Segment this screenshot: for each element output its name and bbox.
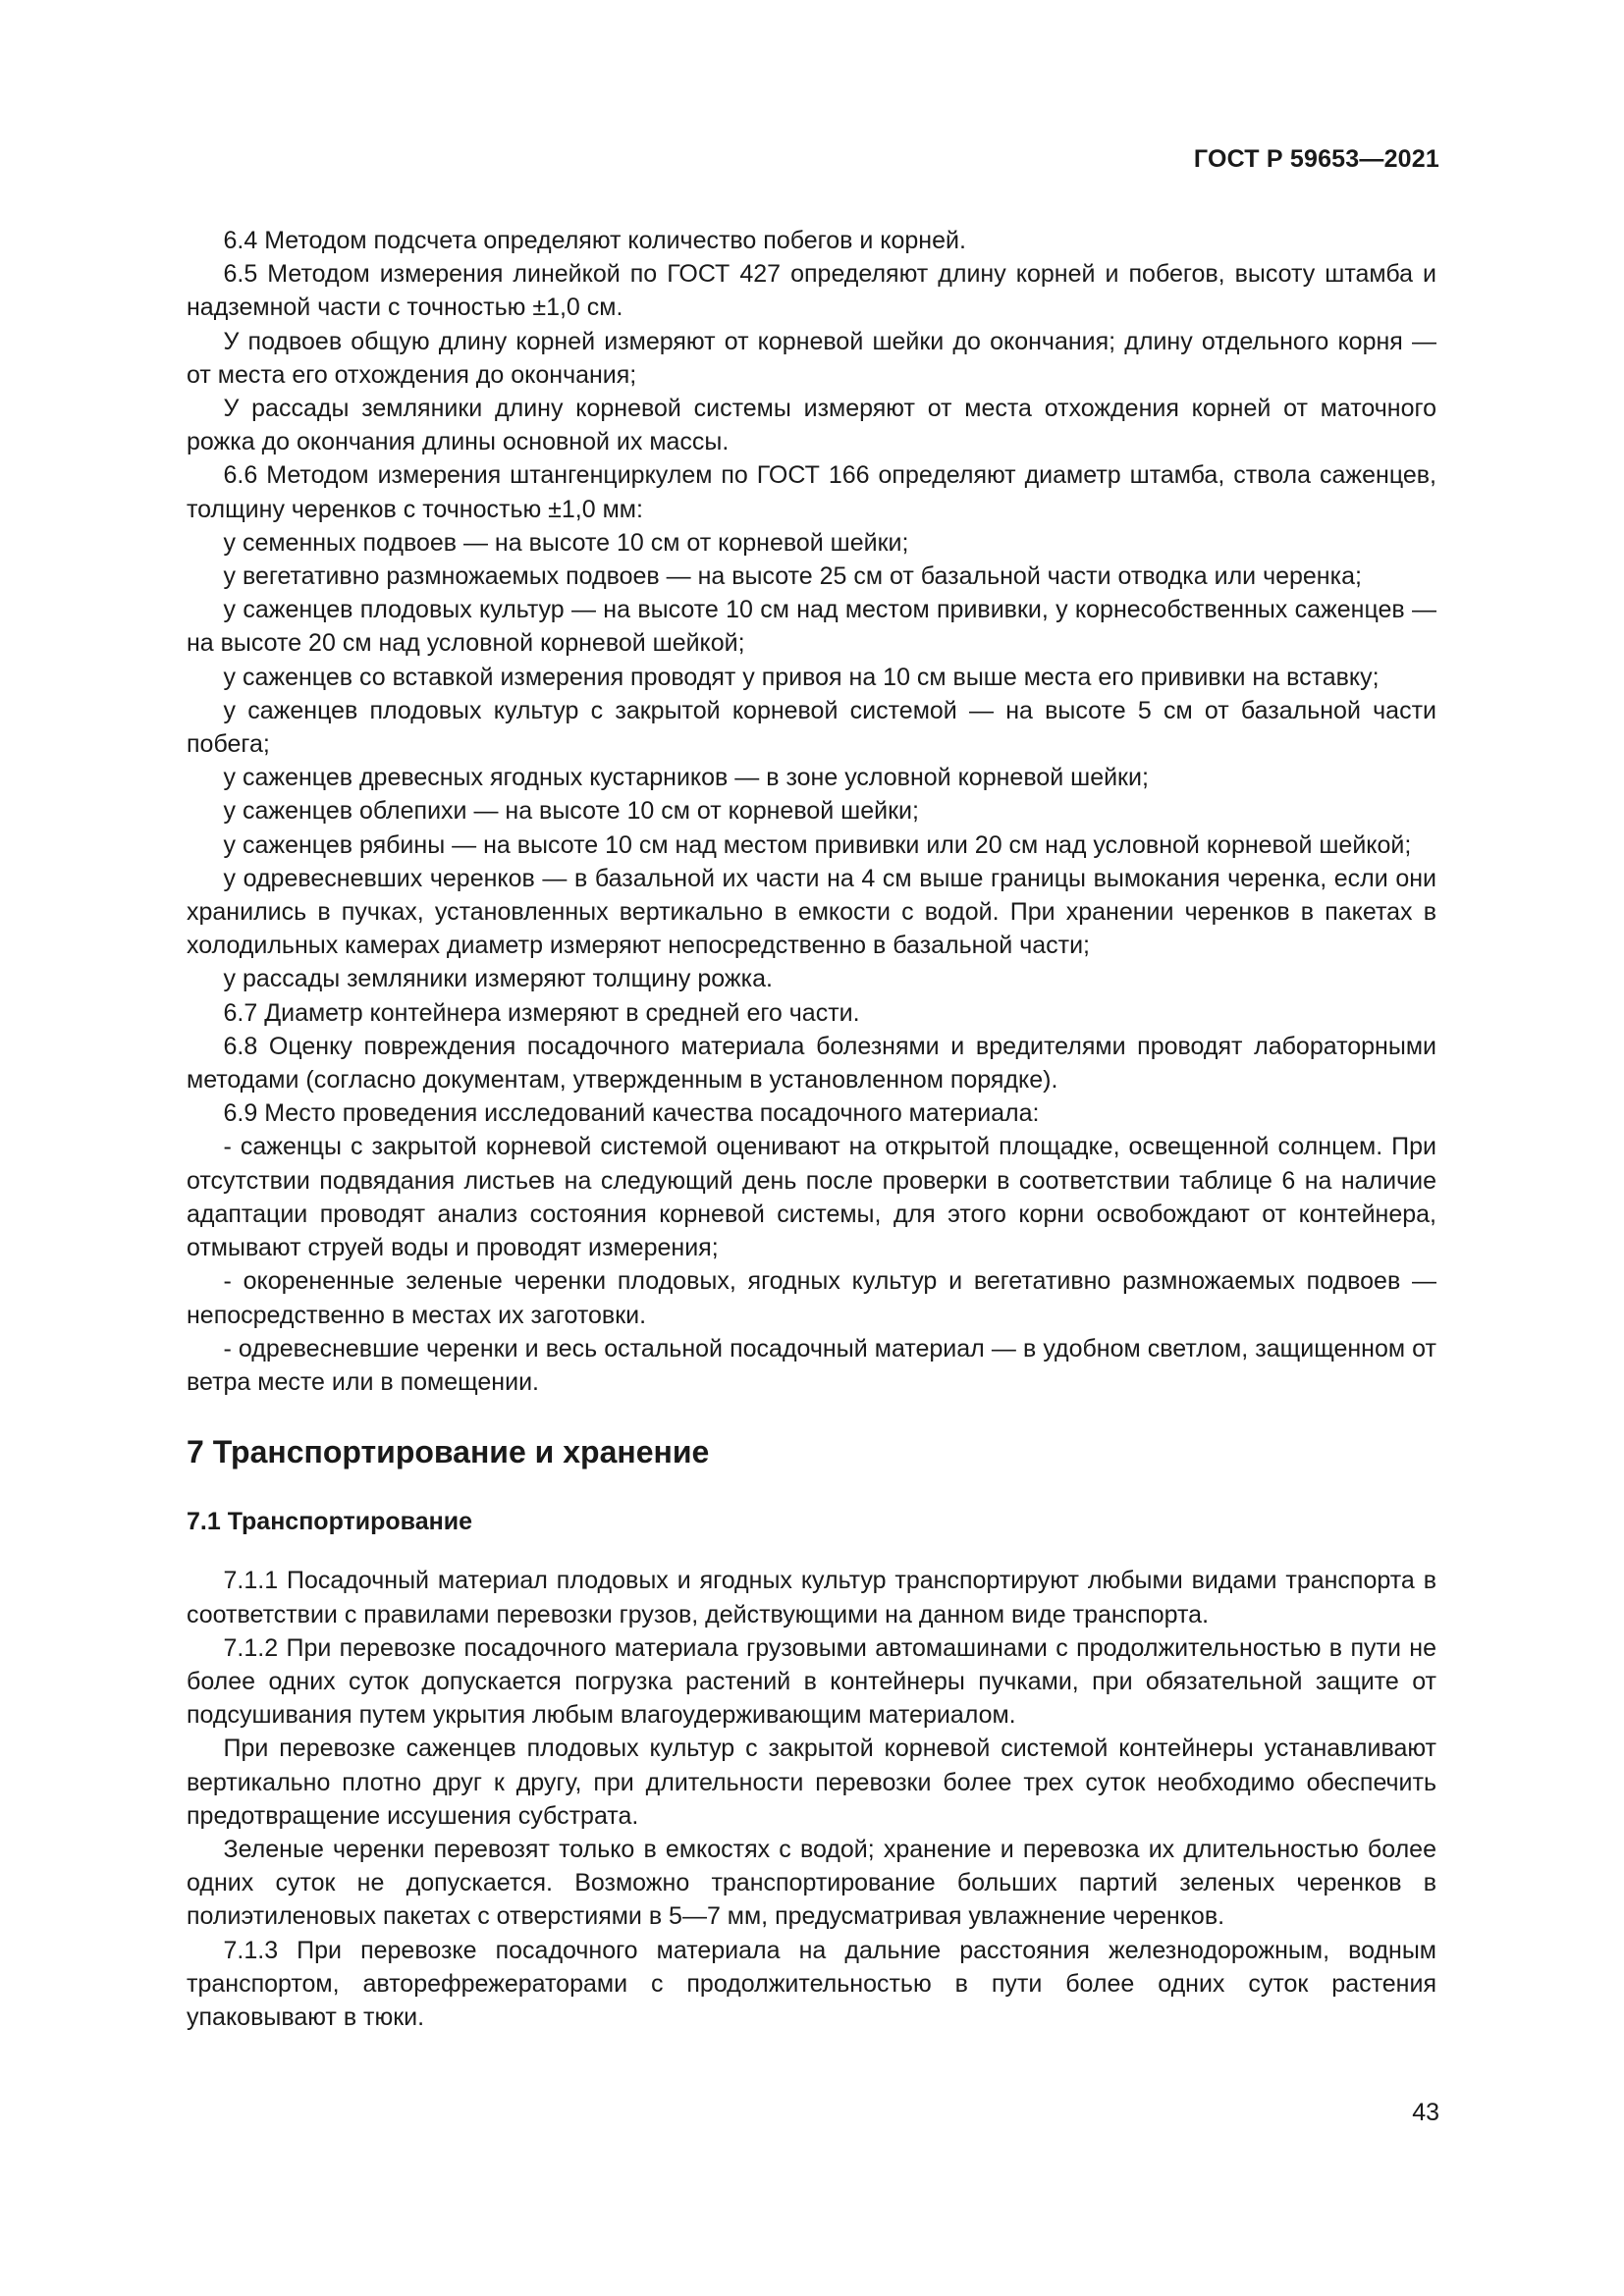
page-number: 43 bbox=[1412, 2099, 1439, 2126]
paragraph: Зеленые черенки перевозят только в емкостях с водой; хранение и перевозка их длительностью более одних суток не допускается. Возможно транспортирование больших партий зеленых черенков в полиэтиленовых пакетах с отверстиями в 5—7 мм, предусматривая увлажнение черенков. bbox=[187, 1835, 1436, 1931]
list-item: - окорененные зеленые черенки плодовых, ягодных культур и вегетативно размножаемых подвоев — непосредственно в местах их заготовки. bbox=[187, 1267, 1436, 1329]
list-item: у рассады земляники измеряют толщину рожка. bbox=[223, 965, 773, 993]
subsection-title: 7.1 Транспортирование bbox=[187, 1508, 472, 1536]
section-title: 7 Транспортирование и хранение bbox=[187, 1434, 710, 1470]
paragraph: 6.5 Методом измерения линейкой по ГОСТ 427 определяют длину корней и побегов, высоту штамба и надземной части с точностью ±1,0 см. bbox=[187, 260, 1436, 322]
list-item: у саженцев древесных ягодных кустарников — в зоне условной корневой шейки; bbox=[223, 764, 1149, 792]
paragraph: У рассады земляники длину корневой системы измеряют от места отхождения корней от маточного рожка до окончания длины основной их массы. bbox=[187, 395, 1436, 456]
list-item: у вегетативно размножаемых подвоев — на высоте 25 см от базальной части отводка или черенка; bbox=[223, 562, 1362, 591]
list-item: у саженцев рябины — на высоте 10 см над местом прививки или 20 см над условной корневой шейкой; bbox=[223, 830, 1412, 859]
paragraph: 7.1.3 При перевозке посадочного материала на дальние расстояния железнодорожным, водным транспортом, авторефрежераторами с продолжительностью в пути более одних суток растения упаковывают в тюки. bbox=[187, 1936, 1436, 2031]
paragraph: 6.9 Место проведения исследований качества посадочного материала: bbox=[223, 1099, 1040, 1128]
paragraph: 6.8 Оценку повреждения посадочного материала болезнями и вредителями проводят лабораторными методами (согласно документам, утвержденным в установленном порядке). bbox=[187, 1032, 1436, 1095]
paragraph: При перевозке саженцев плодовых культур с закрытой корневой системой контейнеры устанавливают вертикально плотно друг к другу, при длительности перевозки более трех суток необходимо обеспечить предотвращение иссушения субстрата. bbox=[187, 1735, 1436, 1830]
paragraph: 6.7 Диаметр контейнера измеряют в средней его части. bbox=[223, 998, 860, 1027]
document-body bbox=[187, 224, 1436, 2034]
list-item: - саженцы с закрытой корневой системой оценивают на открытой площадке, освещенной солнцем. При отсутствии подвядания листьев на следующий день после проверки в соответствии таблице 6 на наличие адаптации проводят анализ состояния корневой системы, для этого корни освобождают от контейнера, отмывают струей воды и проводят измерения; bbox=[187, 1133, 1436, 1262]
list-item: у саженцев плодовых культур — на высоте 10 см над местом прививки, у корнесобственных саженцев — на высоте 20 см над условной корневой шейкой; bbox=[187, 596, 1436, 658]
paragraph: 6.6 Методом измерения штангенциркулем по ГОСТ 166 определяют диаметр штамба, ствола саженцев, толщину черенков с точностью ±1,0 мм: bbox=[187, 461, 1436, 523]
list-item: у саженцев облепихи — на высоте 10 см от корневой шейки; bbox=[223, 797, 919, 826]
document-id-header: ГОСТ Р 59653—2021 bbox=[1193, 145, 1439, 173]
list-item: у семенных подвоев — на высоте 10 см от корневой шейки; bbox=[223, 528, 909, 557]
paragraph: 6.4 Методом подсчета определяют количество побегов и корней. bbox=[223, 227, 966, 254]
list-item: у одревесневших черенков — в базальной их части на 4 см выше границы вымокания черенка, если они хранились в пучках, установленных вертикально в емкости с водой. При хранении черенков в пакетах в холодильных камерах диаметр измеряют непосредственно в базальной части; bbox=[187, 864, 1436, 960]
paragraph: 7.1.1 Посадочный материал плодовых и ягодных культур транспортируют любыми видами транспорта в соответствии с правилами перевозки грузов, действующими на данном виде транспорта. bbox=[187, 1567, 1436, 1629]
list-item: у саженцев со вставкой измерения проводят у привоя на 10 см выше места его прививки на вставку; bbox=[223, 663, 1380, 691]
list-item: - одревесневшие черенки и весь остальной посадочный материал — в удобном светлом, защищенном от ветра месте или в помещении. bbox=[187, 1334, 1436, 1396]
paragraph: У подвоев общую длину корней измеряют от корневой шейки до окончания; длину отдельного корня — от места его отхождения до окончания; bbox=[187, 327, 1436, 389]
list-item: у саженцев плодовых культур с закрытой корневой системой — на высоте 5 см от базальной части побега; bbox=[187, 696, 1436, 759]
paragraph: 7.1.2 При перевозке посадочного материала грузовыми автомашинами с продолжительностью в пути не более одних суток допускается погрузка растений в контейнеры пучками, при обязательной защите от подсушивания путем укрытия любым влагоудерживающим материалом. bbox=[187, 1633, 1436, 1730]
